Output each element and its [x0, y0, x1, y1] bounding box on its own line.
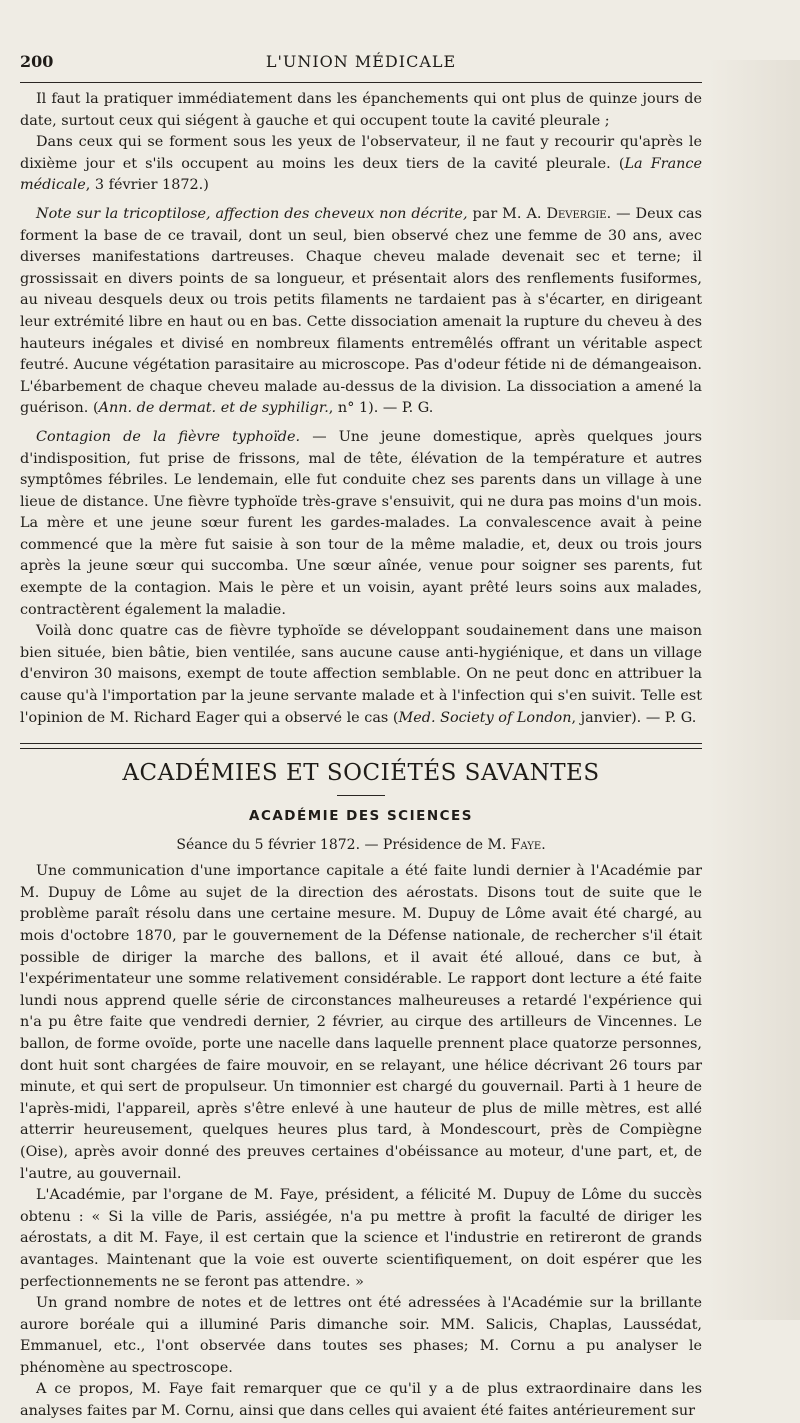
page-edge-shadow [708, 60, 800, 1320]
paragraph-typhoide: Contagion de la fièvre typhoïde. — Une jeune domestique, après quelques jours d'indisposition, fut prise de frissons, mal de tête, élévation de la température et autres symptômes fébriles. Le lendemain, elle fut conduite chez ses parents dans un village à une lieue de distance. Une fièvre typhoïde très-grave s'ensuivit, qui ne dura pas moins d'un mois. La mère et une jeune sœur furent les gardes-malades. La convalescence avait à peine commencé que la mère fut saisie à son tour de la même maladie, et, deux ou trois jours après la jeune sœur qui succomba. Une sœur aînée, venue pour soigner ses parents, fut exempte de la contagion. Mais le père et un voisin, ayant prêté leurs soins aux malades, contractèrent également la maladie. [20, 428, 702, 618]
paragraph-aerostats: Une communication d'une importance capitale a été faite lundi dernier à l'Académie par M. Dupuy de Lôme au sujet de la direction des aérostats. Disons tout de suite que le problème paraît résolu dans une certaine mesure. M. Dupuy de Lôme avait été chargé, au mois d'octobre 1870, par le gouvernement de la Défense nationale, de rechercher s'il était possible de diriger la marche des ballons, et il avait été alloué, dans ce but, à l'expérimentateur une somme relativement considérable. Le rapport dont lecture a été faite lundi nous apprend quelle série de circonstances malheureuses a retardé l'expérience qui n'a pu être faite que vendredi dernier, 2 février, au cirque des artilleurs de Vincennes. Le ballon, de forme ovoïde, porte une nacelle dans laquelle prennent place quatorze personnes, dont huit sont chargées de faire mouvoir, en se relayant, une hélice décrivant 26 tours par minute, et qui sert de propulseur. Un timonnier est chargé du gouvernail. Parti à 1 heure de l'après-midi, l'appareil, après s'être enlevé à une hauteur de plus de mille mètres, est allé atterrir heureusement, quelques heures plus tard, à Mondescourt, près de Compiègne (Oise), après avoir donné des preuves certaines d'obéissance au moteur, d'une part, et, de l'autre, au gouvernail. [20, 863, 702, 1182]
short-divider [337, 795, 385, 796]
note-title: Contagion de la fièvre typhoïde. [36, 428, 301, 445]
page-header [20, 52, 702, 83]
source-citation: Ann. de dermat. et de syphiligr. [98, 400, 329, 417]
source-citation: La France médicale [20, 155, 703, 194]
subsection-title: ACADÉMIE DES SCIENCES [249, 808, 473, 825]
paragraph-pleural-2: Dans ceux qui se forment sous les yeux de l'observateur, il ne faut y recourir qu'après le dixième jour et s'ils occupent au moins les deux tiers de la cavité pleurale. (La France médicale, 3 février 1872.) [20, 134, 703, 194]
author-name: Devergie [546, 205, 607, 222]
article-body [20, 89, 702, 1423]
section-title: ACADÉMIES ET SOCIÉTÉS SAVANTES [122, 760, 600, 787]
paragraph-faye: A ce propos, M. Faye fait remarquer que ce qu'il y a de plus extraordinaire dans les analyses faites par M. Cornu, ainsi que dans celles qui avaient été faites antérieurement sur [20, 1381, 702, 1420]
page-number: 200 [20, 52, 54, 71]
note-title: Note sur la tricoptilose, affection des cheveux non décrite, [36, 205, 468, 222]
paragraph-typhoide-2: Voilà donc quatre cas de fièvre typhoïde se développant soudainement dans une maison bien située, bien bâtie, bien ventilée, sans aucune cause anti-hygiénique, et dans un village d'environ 30 maisons, exempt de toute affection semblable. On ne peut donc en attribuer la cause qu'à l'importation par la jeune servante malade et à l'infection qui s'en suivit. Telle est l'opinion de M. Richard Eager qui a observé le cas (Med. Society of London, janvier). — P. G. [20, 623, 702, 726]
source-citation: Med. Society of London [398, 709, 572, 726]
paragraph-academie: L'Académie, par l'organe de M. Faye, président, a félicité M. Dupuy de Lôme du succès obtenu : « Si la ville de Paris, assiégée, n'a pu mettre à profit la faculté de diriger les aérostats, a dit M. Faye, il est certain que la science et l'industrie en retireront de grands avantages. Maintenant que la voie est ouverte scientifiquement, on doit espérer que les perfectionnements ne se feront pas attendre. » [20, 1187, 702, 1290]
paragraph-pleural: Il faut la pratiquer immédiatement dans les épanchements qui ont plus de quinze jours de date, surtout ceux qui siégent à gauche et qui occupent toute la cavité pleurale ; [20, 91, 702, 129]
session-line: Séance du 5 février 1872. — Présidence de M. Faye. [176, 837, 546, 854]
paragraph-aurore: Un grand nombre de notes et de lettres ont été adressées à l'Académie sur la brillante aurore boréale qui a illuminé Paris dimanche soir. MM. Salicis, Chaplas, Laussédat, Emmanuel, etc., l'ont observée dans toutes ses phases; M. Cornu a pu analyser le phénomène au spectroscope. [20, 1295, 702, 1376]
section-divider [20, 743, 702, 749]
paragraph-tricoptilose: Note sur la tricoptilose, affection des cheveux non décrite, par M. A. Devergie. — Deux cas forment la base de ce travail, dont un seul, bien observé chez une femme de 30 ans, avec diverses manifestations dartreuses. Chaque cheveu malade devenait sec et terne; il grossissait en divers points de sa longueur, et présentait alors des renflements fusiformes, au niveau desquels deux ou trois petits filaments ne tardaient pas à s'écarter, en dirigeant leur extrémité libre en haut ou en bas. Cette dissociation amenait la rupture du cheveu à des hauteurs inégales et divisé en nombreux filaments entremêlés offrant un véritable aspect feutré. Aucune végétation parasitaire au microscope. Pas d'odeur fétide ni de démangeaison. L'ébarbement de chaque cheveu malade au-dessus de la division. La dissociation a amené la guérison. (Ann. de dermat. et de syphiligr., n° 1). — P. G. [20, 205, 702, 417]
running-title: L'UNION MÉDICALE [265, 52, 457, 71]
